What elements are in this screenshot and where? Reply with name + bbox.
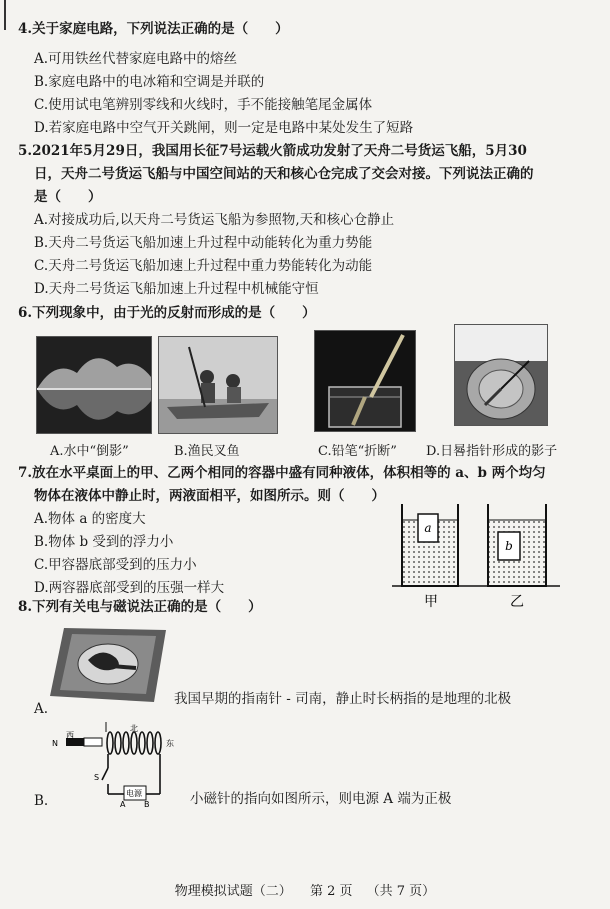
photo-sinan-compass [50, 624, 166, 704]
q4-option-d: D.若家庭电路中空气开关跳闸，则一定是电路中某处发生了短路 [34, 120, 414, 136]
q5-option-d: D.天舟二号货运飞船加速上升过程中机械能守恒 [34, 281, 319, 297]
q7-stem-line1: 7.放在水平桌面上的甲、乙两个相同的容器中盛有同种液体，体积相等的 a、b 两个均匀 [18, 465, 546, 481]
q4-option-c: C.使用试电笔辨别零线和火线时，手不能接触笔尾金属体 [34, 97, 373, 113]
q8-option-a-text: 我国早期的指南针 - 司南，静止时长柄指的是地理的北极 [174, 691, 512, 707]
q7-option-b: B.物体 b 受到的浮力小 [34, 534, 174, 550]
label-terminal-a: A [120, 800, 126, 808]
q5-option-c: C.天舟二号货运飞船加速上升过程中重力势能转化为动能 [34, 258, 373, 274]
label-needle-n: N [52, 739, 58, 748]
page-edge-mark [4, 0, 6, 30]
q8-option-b-letter: B. [34, 793, 49, 809]
label-west: 西 [66, 731, 74, 740]
q5-stem-line2: 日，天舟二号货运飞船与中国空间站的天和核心仓完成了交会对接。下列说法正确的 [34, 166, 534, 182]
label-switch: S [94, 773, 100, 782]
photo-sundial [454, 324, 548, 426]
label-east: 东 [166, 739, 174, 748]
q4-option-b: B.家庭电路中的电冰箱和空调是并联的 [34, 74, 265, 90]
block-b-label: b [505, 539, 513, 553]
q7-option-d: D.两容器底部受到的压强一样大 [34, 580, 225, 596]
footer-page-number: 第 2 页 [309, 884, 353, 899]
q4-option-a: A.可用铁丝代替家庭电路中的熔丝 [34, 51, 238, 67]
container-left-label: 甲 [424, 594, 438, 610]
photo-water-reflection [36, 336, 152, 434]
page-footer [0, 880, 610, 899]
q6-caption-a: A.水中“倒影” [50, 444, 129, 459]
q6-caption-d: D.日晷指针形成的影子 [426, 444, 558, 459]
photo-pencil-in-water [314, 330, 416, 432]
container-right-label: 乙 [510, 594, 524, 610]
q5-option-b: B.天舟二号货运飞船加速上升过程中动能转化为重力势能 [34, 235, 373, 251]
photo-fisherman-spearing [158, 336, 278, 434]
q8-solenoid-circuit [42, 722, 202, 808]
footer-total-pages: （共 7 页） [366, 884, 436, 899]
q6-stem: 6.下列现象中，由于光的反射而形成的是（ ） [18, 305, 316, 321]
q6-caption-b: B.渔民叉鱼 [174, 444, 240, 459]
q8-stem: 8.下列有关电与磁说法正确的是（ ） [18, 599, 262, 615]
label-terminal-b: B [144, 800, 150, 808]
q5-stem-line3: 是（ ） [34, 189, 102, 205]
q7-option-c: C.甲容器底部受到的压力小 [34, 557, 197, 573]
q5-option-a: A.对接成功后,以天舟二号货运飞船为参照物,天和核心仓静止 [34, 212, 395, 228]
label-north: 北 [130, 724, 138, 733]
footer-subject: 物理模拟试题（二） [174, 884, 292, 899]
q8-option-b-text: 小磁针的指向如图所示，则电源 A 端为正极 [190, 791, 452, 807]
block-a-label: a [424, 521, 432, 535]
q5-stem-line1: 5.2021年5月29日，我国用长征7号运载火箭成功发射了天舟二号货运飞船，5月30 [18, 143, 527, 159]
q7-containers-figure [392, 500, 562, 612]
q7-option-a: A.物体 a 的密度大 [34, 511, 146, 527]
label-power-source: 电源 [126, 789, 142, 798]
q6-caption-c: C.铅笔“折断” [318, 444, 397, 459]
q8-option-a-letter: A. [34, 701, 49, 717]
q4-stem: 4.关于家庭电路，下列说法正确的是（ ） [18, 21, 289, 37]
q7-stem-line2: 物体在液体中静止时，两液面相平，如图所示。则（ ） [34, 488, 385, 504]
